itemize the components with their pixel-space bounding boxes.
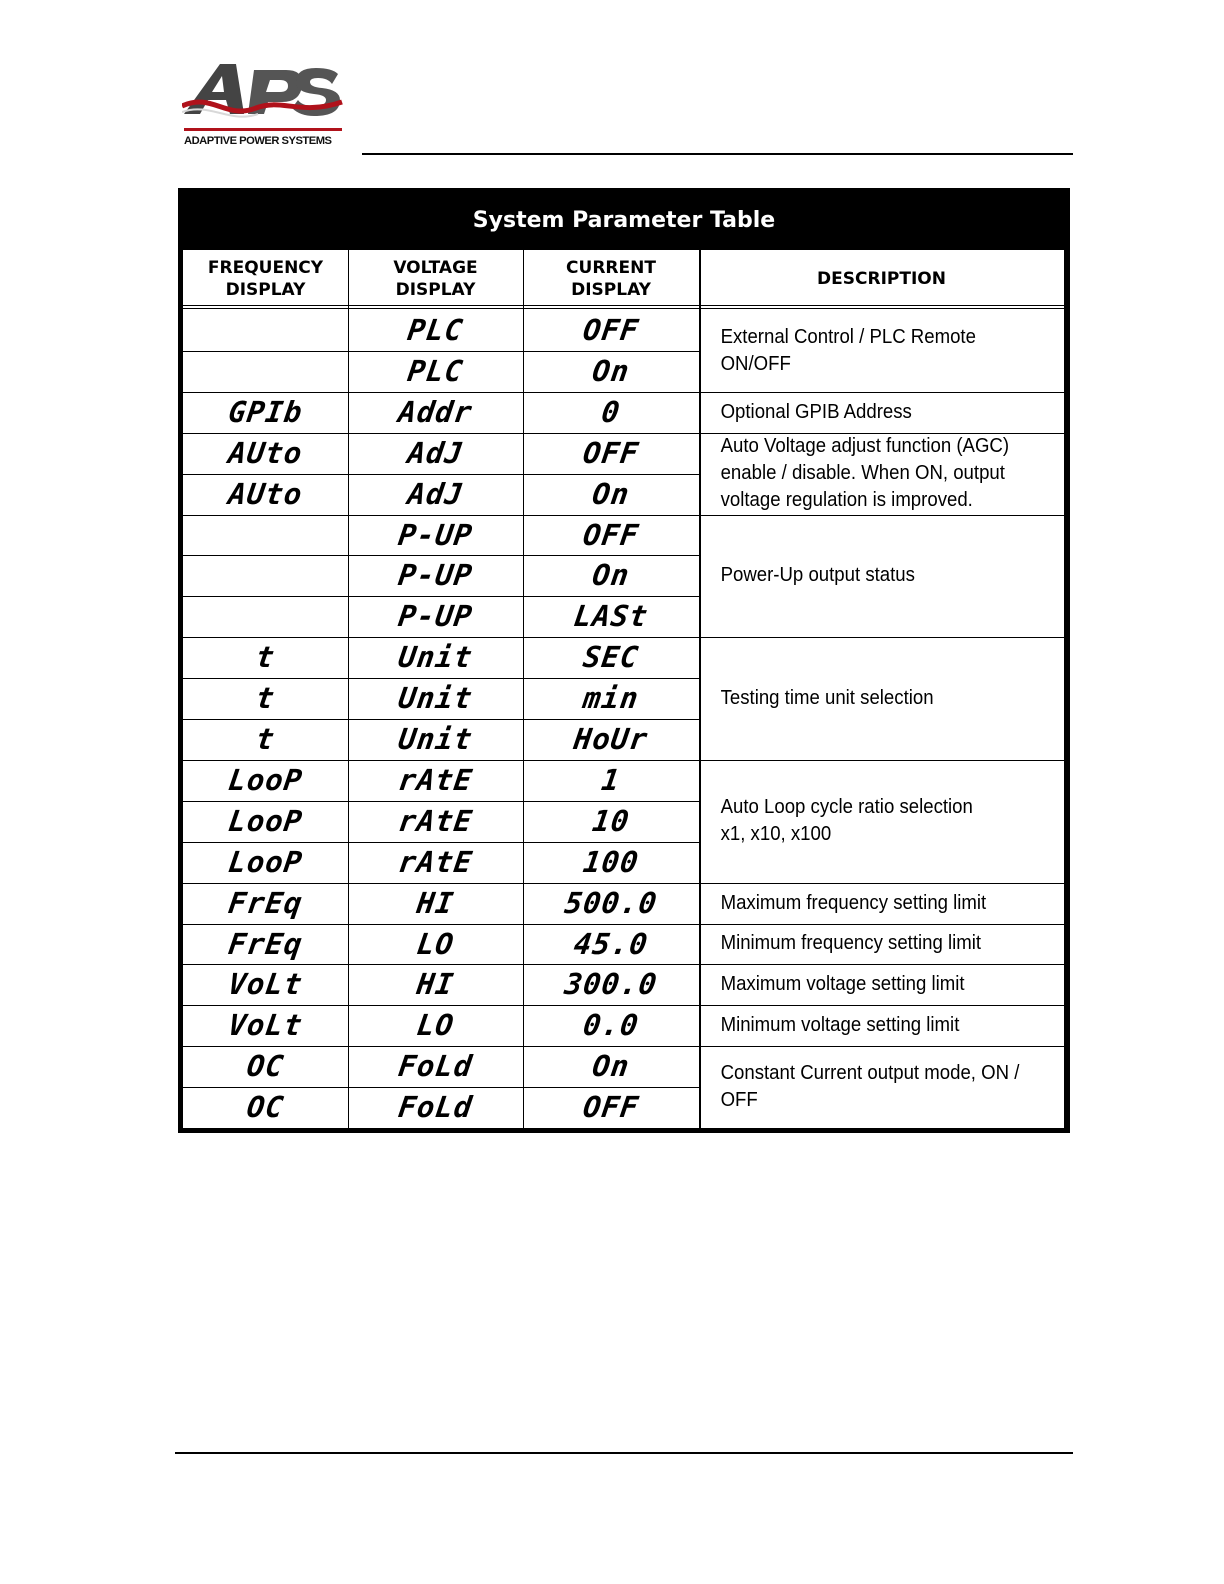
row-divider — [183, 1087, 699, 1088]
row-divider — [183, 719, 699, 720]
header-rule — [362, 153, 1073, 155]
current-display-cell: 500.0 — [562, 886, 660, 921]
row-divider — [183, 351, 699, 352]
current-display-cell: On — [590, 477, 632, 512]
frequency-display-cell: FrEq — [226, 926, 305, 961]
voltage-display-cell: Addr — [396, 395, 475, 430]
voltage-display-cell: Unit — [396, 722, 475, 757]
description-cell — [715, 1046, 1040, 1128]
frequency-display-cell: OC — [244, 1090, 287, 1125]
description-text: Optional GPIB Address — [720, 400, 912, 423]
header-rule-bottom — [183, 308, 1064, 309]
description-text: Constant Current output mode, ON / OFF — [720, 1062, 1020, 1112]
frequency-display-cell: t — [253, 722, 278, 757]
voltage-display-cell: P-UP — [396, 599, 475, 634]
row-divider — [183, 433, 699, 434]
voltage-display-cell: Unit — [396, 681, 475, 716]
current-display-cell: HoUr — [571, 722, 651, 757]
voltage-display-cell: P-UP — [396, 558, 475, 593]
row-divider — [183, 964, 699, 965]
current-display-cell: OFF — [580, 517, 642, 552]
frequency-display-cell: LooP — [226, 845, 305, 880]
header-description: DESCRIPTION — [817, 268, 946, 289]
footer-rule — [175, 1452, 1073, 1454]
description-cell — [715, 637, 1040, 760]
voltage-display-cell: LO — [414, 1008, 457, 1043]
current-display-cell: 45.0 — [571, 926, 651, 961]
frequency-display-cell: VoLt — [226, 967, 305, 1002]
description-text: Testing time unit selection — [720, 687, 934, 710]
frequency-display-cell — [180, 351, 351, 392]
frequency-display-cell: GPIb — [226, 395, 305, 430]
current-display-cell: OFF — [580, 313, 642, 348]
description-cell — [715, 310, 1040, 392]
current-display-cell: 0 — [599, 395, 623, 430]
frequency-display-cell — [180, 596, 351, 637]
header-voltage: VOLTAGE DISPLAY — [393, 257, 478, 300]
voltage-display-cell: HI — [414, 886, 457, 921]
company-logo — [182, 62, 348, 154]
row-divider — [183, 392, 699, 393]
current-display-cell: 0.0 — [580, 1008, 642, 1043]
header-rule-top — [183, 305, 1064, 306]
voltage-display-cell: FoLd — [396, 1090, 475, 1125]
frequency-display-cell: FrEq — [226, 886, 305, 921]
description-text: Auto Voltage adjust function (AGC) enable / disable. When ON, output voltage regulation is improved. — [720, 435, 1010, 512]
row-divider — [183, 678, 699, 679]
voltage-display-cell: PLC — [405, 354, 466, 389]
description-text: Minimum frequency setting limit — [720, 932, 982, 955]
description-cell — [715, 760, 1040, 883]
current-display-cell: 1 — [599, 763, 623, 798]
row-divider — [183, 1046, 699, 1047]
frequency-display-cell: AUto — [226, 436, 305, 471]
table-title: System Parameter Table — [472, 208, 776, 233]
frequency-display-cell: LooP — [226, 804, 305, 839]
voltage-display-cell: PLC — [405, 313, 466, 348]
voltage-display-cell: rAtE — [396, 804, 475, 839]
frequency-display-cell: t — [253, 681, 278, 716]
current-display-cell: On — [590, 354, 632, 389]
voltage-display-cell: P-UP — [396, 517, 475, 552]
voltage-display-cell: rAtE — [396, 845, 475, 880]
row-divider — [183, 924, 699, 925]
frequency-display-cell — [180, 555, 351, 596]
row-divider — [183, 515, 699, 516]
current-display-cell: min — [580, 681, 642, 716]
row-divider — [183, 474, 699, 475]
description-text: Minimum voltage setting limit — [720, 1014, 960, 1037]
voltage-display-cell: HI — [414, 967, 457, 1002]
header-current: CURRENT DISPLAY — [566, 257, 656, 300]
aps-logo-mark — [182, 62, 348, 134]
description-text: Power-Up output status — [720, 564, 915, 587]
description-text: Maximum voltage setting limit — [720, 973, 965, 996]
current-display-cell: On — [590, 558, 632, 593]
current-display-cell: OFF — [580, 1090, 642, 1125]
voltage-display-cell: LO — [414, 926, 457, 961]
description-cell — [715, 515, 1040, 638]
frequency-display-cell — [180, 515, 351, 556]
row-divider — [183, 883, 699, 884]
current-display-cell: LASt — [571, 599, 651, 634]
description-text: Auto Loop cycle ratio selection x1, x10, x100 — [720, 796, 973, 846]
description-cell — [715, 1005, 1040, 1046]
frequency-display-cell: LooP — [226, 763, 305, 798]
voltage-display-cell: AdJ — [405, 477, 466, 512]
description-text: Maximum frequency setting limit — [720, 891, 987, 914]
description-cell — [715, 964, 1040, 1005]
row-divider — [183, 760, 699, 761]
company-name: ADAPTIVE POWER SYSTEMS — [184, 135, 332, 147]
voltage-display-cell: AdJ — [405, 436, 466, 471]
current-display-cell: 300.0 — [562, 967, 660, 1002]
description-cell — [715, 433, 1040, 515]
table-grid — [183, 250, 1064, 1128]
current-display-cell: On — [590, 1049, 632, 1084]
voltage-display-cell: FoLd — [396, 1049, 475, 1084]
header-frequency: FREQUENCY DISPLAY — [207, 257, 324, 300]
row-divider — [183, 555, 699, 556]
frequency-display-cell: t — [253, 640, 278, 675]
row-divider — [183, 801, 699, 802]
frequency-display-cell: OC — [244, 1049, 287, 1084]
system-parameter-table — [178, 188, 1070, 1133]
row-divider — [183, 1005, 699, 1006]
description-cell — [715, 392, 1040, 433]
description-text: External Control / PLC Remote ON/OFF — [720, 325, 976, 375]
row-divider — [183, 596, 699, 597]
current-display-cell: 100 — [580, 845, 642, 880]
row-divider — [183, 842, 699, 843]
frequency-display-cell — [180, 310, 351, 351]
current-display-cell: OFF — [580, 436, 642, 471]
row-divider — [183, 637, 699, 638]
current-display-cell: 10 — [590, 804, 632, 839]
description-cell — [715, 924, 1040, 965]
frequency-display-cell: AUto — [226, 477, 305, 512]
current-display-cell: SEC — [580, 640, 642, 675]
description-cell — [715, 883, 1040, 924]
frequency-display-cell: VoLt — [226, 1008, 305, 1043]
voltage-display-cell: rAtE — [396, 763, 475, 798]
voltage-display-cell: Unit — [396, 640, 475, 675]
